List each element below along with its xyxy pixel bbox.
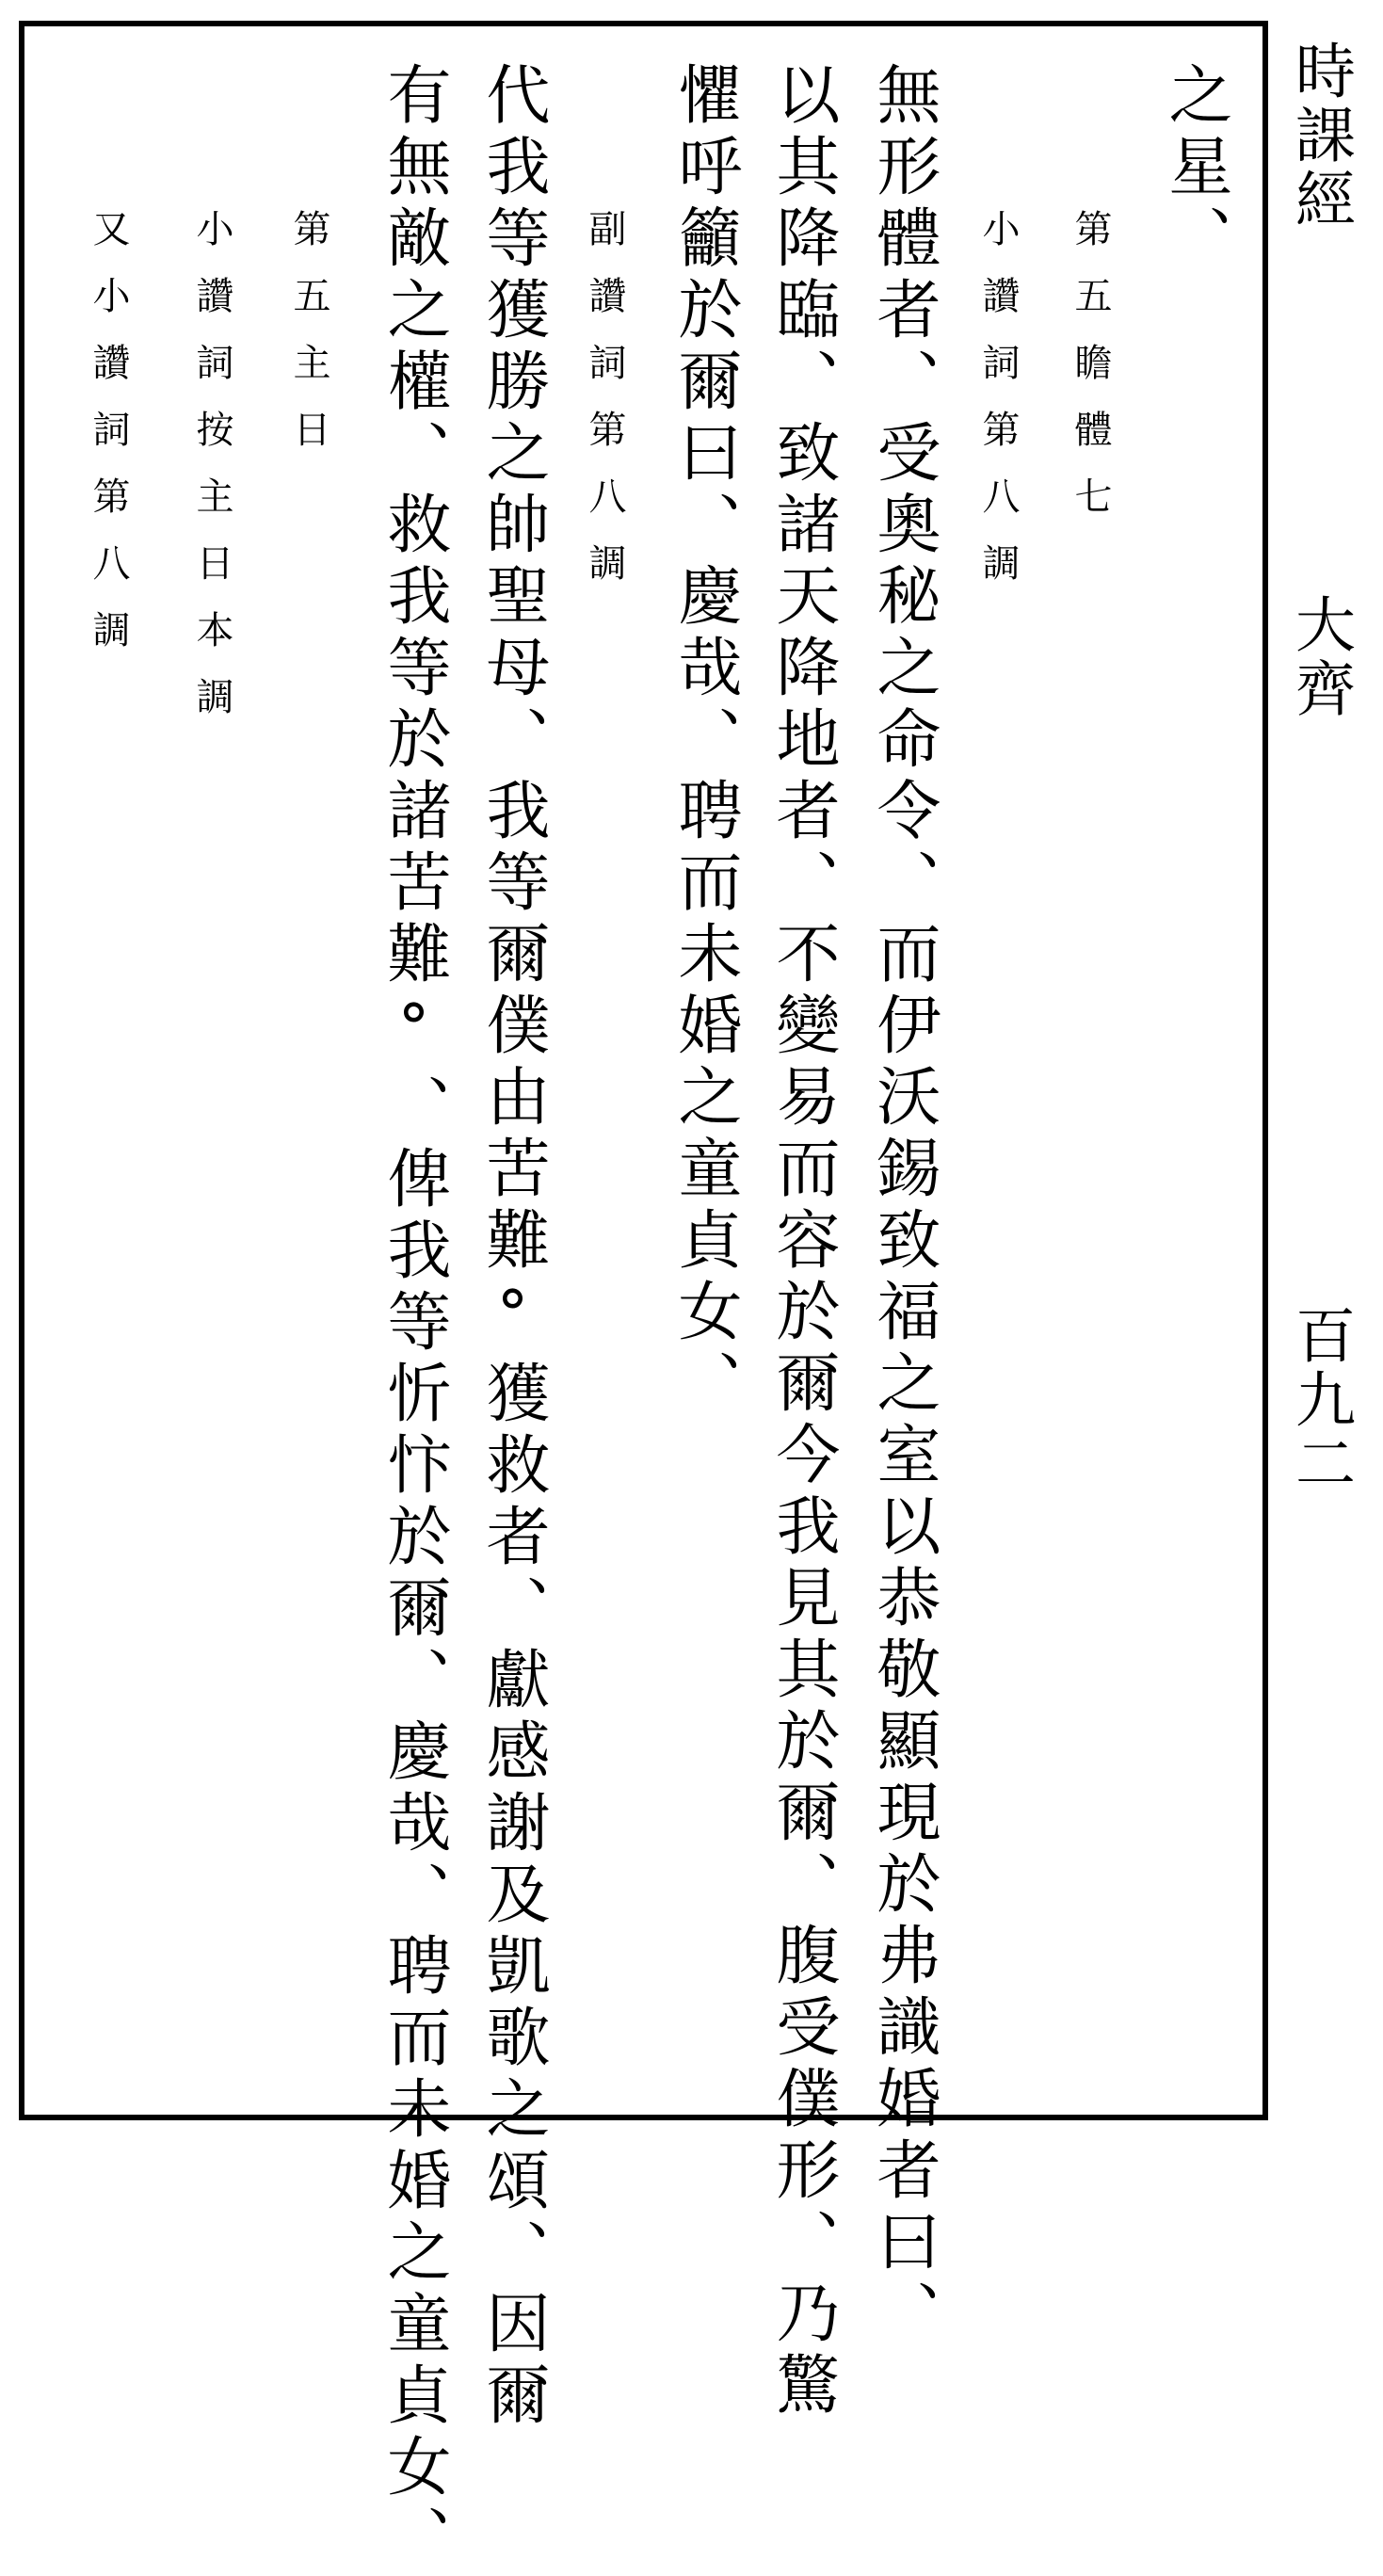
text-column-5: 以其降臨、致諸天降地者、不變易而容於爾今我見其於爾、腹受僕形、乃驚: [765, 61, 840, 2423]
text-column-1: 之星、: [1158, 61, 1232, 276]
heading-fifth-week: 第五瞻體七: [1069, 209, 1112, 543]
section-label: 大齊: [1285, 593, 1355, 721]
rubric-small-hymn: 小讚詞第八調: [976, 209, 1020, 610]
rubric-sunday-tone: 小讚詞按主日本調: [190, 209, 233, 744]
text-column-8: 代我等獲勝之帥聖母、我等爾僕由苦難°獲救者、獻感謝及凱歌之頌、因爾: [475, 61, 550, 2433]
text-column-4: 無形體者、受奧秘之命令、而伊沃錫致福之室以恭敬顯現於弗識婚者曰、: [866, 61, 941, 2351]
text-column-6: 懼呼籲於爾曰、慶哉、聘而未婚之童貞女、: [667, 61, 742, 1421]
heading-fifth-sunday: 第五主日: [287, 209, 330, 476]
rubric-another-hymn: 又小讚詞第八調: [87, 209, 130, 677]
rubric-sub-hymn: 副讚詞第八調: [583, 209, 626, 610]
page-number: 百九二: [1285, 1304, 1355, 1496]
book-title: 時課經: [1285, 40, 1355, 232]
text-column-9: 有無敵之權、救我等於諸苦難°、俾我等忻忭於爾、慶哉、聘而未婚之童貞女、: [377, 61, 451, 2576]
